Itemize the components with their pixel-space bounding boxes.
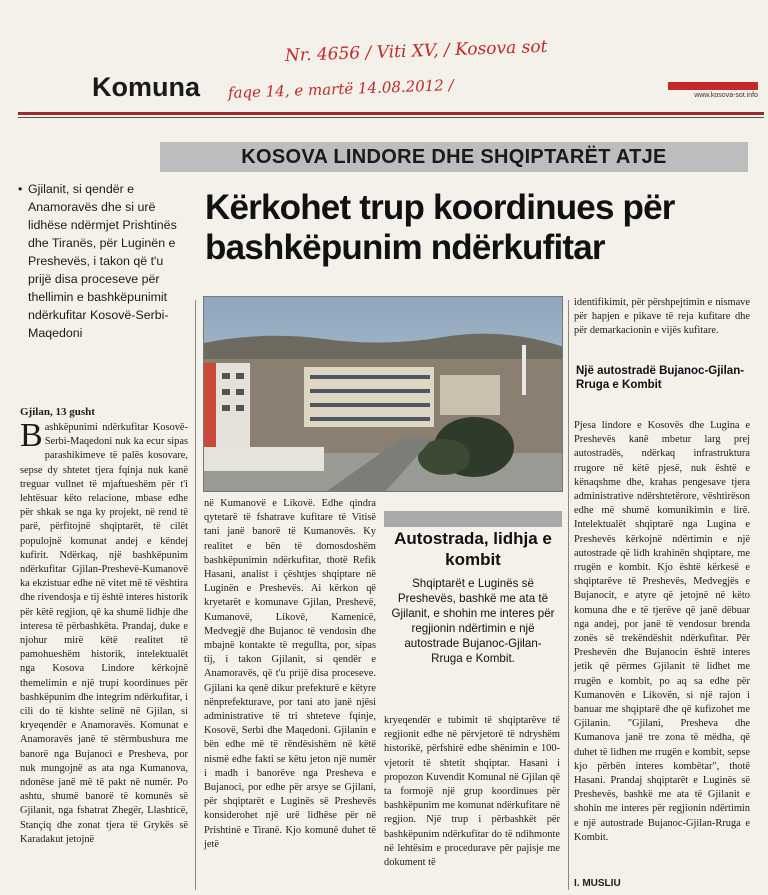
sidebar-bar	[384, 511, 562, 527]
article-headline: Kërkohet trup koordinues për bashkëpunim ndërkufitar	[205, 188, 675, 267]
column-1-text: ashkëpunimi ndërkufitar Kosovë-Serbi-Maqedoni nuk ka ecur sipas parashikimeve të palës kosovare, sepse dy shtetet tjera fqinja nuk kanë treguar vullnet të mjaftueshëm për t'i lehtësuar këto relacione, mbase edhe për shkak se nga ky projekt, në rend të parë, përfitojnë shqiptarët, të cilët populojnë komunat andej e këndej kufirit. Ndërkaq, një bashkëpunim ndërkufitar Gjilan-Preshevë-Kumanovë ka ekzistuar edhe në vitet më të vështira dhe rivendosja e tij është interes historik për këtë regjion, që ka shumë lidhje dhe interesa të përbashkëta. Prandaj, duke e njohur mirë këtë realitet të pamohueshëm historik, intelektualët nga Kosova Lindore kërkojnë themelimin e një trupi koordinues për bashkëpunim dhe integrim ndërkufitar, i cili do të kishte selinë në Gjilan, si kryeqendër e Anamoravës. Komunat e Anamoravës janë të stërmbushura me banorë nga Bujanoci e Presheva, por nuk mungojnë as ata nga Kumanova, ndonëse janë më të pakt në numër. Po ashtu, shumë banorë të komunës së Gjilanit, nga fshatrat Zhegër, Llashticë, Stançiq dhe zonat tjera të Grykës së Karadakut jetojnë	[20, 422, 188, 845]
article-column-4: identifikimit, për përshpejtimin e nismave për hapjen e pikave të reja kufitare dhe për demarkacionin e vijës kufitare.	[574, 297, 750, 337]
newspaper-logo	[668, 82, 758, 90]
article-lead	[18, 180, 178, 342]
article-dateline: Gjilan, 13 gusht	[20, 406, 95, 418]
article-byline: I. MUSLIU	[574, 878, 621, 889]
handwritten-date-note: faqe 14, e martë 14.08.2012 /	[227, 76, 454, 102]
article-column-4-continued: Pjesa lindore e Kosovës dhe Lugina e Preshevës kanë mbetur larg prej autostradës, ndërkaq infrastruktura rrugore në këtë pjesë, nuk është e kënaqshme dhe, krahas pengesave tjera administrative ndërshtetërore, vështirëson edhe më shumë komunikimin e lirë. Intelektualët shqiptarë nga Lugina e Preshevës kërkojnë ndërtimin e një autostrade që lidh krahinën shqiptare, me rrugën e kombit. Kjo është kërkesë e shqiptarëve të Preshevës, Medvegjës e Bujanocit, e atyre që jetojnë në këto komuna dhe e të tjerëve që janë dëbuar nga andej, por janë të vendosur brenda zonës së trekëndëshit ndërkufitar. Për Preshevën dhe Bujanocin është interes jetik që përmes Gjilanit të lidhet me rrugën e kombit, po aq sa edhe për Kumanovën e Likovën, si një rajon i banuar me shqiptarë dhe që kufizohet me Gjilanin. "Gjilani, Presheva dhe Kumanova janë tre zona të mëdha, që duhet të lidhen me rrugën e kombit, sepse kjo përbën interes kombëtar", thotë Hasani. Prandaj shqiptarët e Luginës së Preshevës, bashkë me ata të Gjilanit e shohin me interes për regjionin ndërtimin e një autostrade Bujanoc-Gjilan-Rruga e Kombit.	[574, 420, 750, 843]
article-column-3: kryeqendër e tubimit të shqiptarëve të regjionit edhe në përvjetorë të ndryshëm historikë, përfshirë edhe shënimin e 100-vjetorit të shtetit shqiptar. Hasani i propozon Kuvendit Komunal në Gjilan që ta formojë një grup koordinues për bashkëpunim me komunat ndërkufitare në regjion. Një trup i përbashkët për bashkëpunim ndërkufitar do të ndihmonte në lehtësim e procedurave për pajisje me dokument të	[384, 715, 560, 869]
column-divider	[195, 300, 196, 890]
drop-cap: B	[20, 417, 43, 454]
lead-text: Gjilanit, si qendër e Anamoravës dhe si urë lidhëse ndërmjet Prishtinës dhe Tiranës, për Luginën e Preshevës, i takon që t'u prijë disa proceseve për thellimin e bashkëpunimit ndërkufitar Kosovë-Serbi-Maqedoni	[28, 182, 177, 340]
article-kicker: KOSOVA LINDORE DHE SHQIPTARËT ATJE	[160, 142, 748, 172]
column-divider	[568, 300, 569, 890]
sidebar-title: Autostrada, lidhja e kombit	[394, 529, 552, 569]
sidebar-body: Shqiptarët e Luginës së Preshevës, bashkë me ata të Gjilanit, e shohin me interes për regjionin ndërtimin e një autostrade Bujanoc-Gjilan-Rruga e Kombit.	[391, 577, 555, 665]
site-url: www.kosova-sot.info	[694, 92, 758, 99]
article-subheading: Një autostradë Bujanoc-Gjilan-Rruga e Kombit	[576, 365, 745, 391]
article-column-2: në Kumanovë e Likovë. Edhe qindra qytetarë të fshatrave kufitare të Vitisë tani janë banorë të Kumanovës. Ky realitet e bën të domosdoshëm bashkëpunimin ndërkufitar, thotë Refik Hasani, analist i çështjes shqiptare në Luginën e Preshevës. Ai kërkon që kryetarët e komunave Gjilan, Preshevë, Kumanovë, Likovë, Kamenicë, Medvegjë dhe Bujanoc të vendosin dhe mbajnë kontakte të rregullta, por, sipas tij, i takon Gjilanit, si qendër e Anamoravës, që t'u prijë disa proceseve. Gjilani ka qenë dikur prefekturë e këtyre nënprefekturave, por tani ato janë njësi administrative të tri shteteve fqinje, Kosovë, Serbi dhe Maqedoni. Gjilanin e bën edhe më të rëndësishëm në këtë nismë edhe fakti se këtu jeton një numër i madh i banorëve nga Presheva e Bujanoci, por edhe për arsye se Gjilani, për shqiptarët e Luginës së Preshevës konsiderohet një urë lidhëse për në Prishtinë e Tiranë. Kjo komunë duhet të jetë	[204, 498, 376, 850]
lead-bullet: •	[18, 182, 23, 196]
section-name: Komuna	[92, 72, 200, 102]
article-photo	[203, 296, 563, 492]
header-rule	[18, 112, 764, 115]
article-column-1	[20, 417, 188, 847]
header-rule-thin	[18, 117, 764, 118]
handwritten-issue-note: Nr. 4656 / Viti XV, / Kosova sot	[284, 36, 548, 66]
